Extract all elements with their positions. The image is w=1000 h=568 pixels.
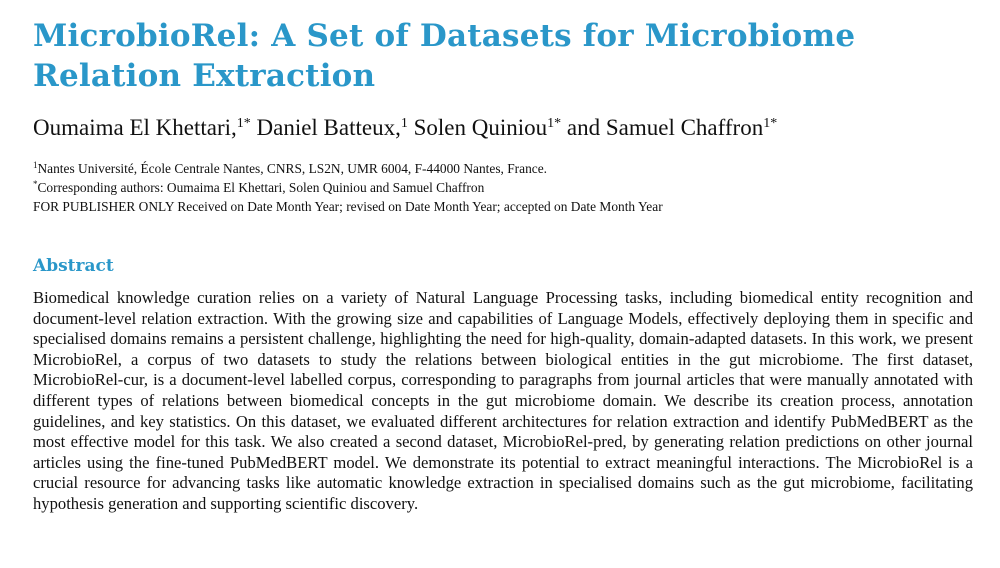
author-affil-mark: 1 [400,116,408,131]
publisher-note: FOR PUBLISHER ONLY Received on Date Month Year; revised on Date Month Year; accepted on Date Month Year [33,199,663,214]
affiliation-text: Nantes Université, École Centrale Nantes, CNRS, LS2N, UMR 6004, F-44000 Nantes, France. [37,161,548,176]
affiliation-mark: 1 [33,160,38,170]
author-name: Solen Quiniou [413,115,548,140]
paper-title: MicrobioRel: A Set of Datasets for Microbiome Relation Extraction [33,18,856,94]
author-name: and Samuel Chaffron [566,115,764,140]
corresponding-mark: * [33,179,38,189]
corresponding-authors-text: Corresponding authors: Oumaima El Khettari, Solen Quiniou and Samuel Chaffron [37,180,485,195]
author-affil-mark: 1* [763,116,778,131]
author-affil-mark: 1* [236,116,251,131]
author-name: Oumaima El Khettari, [33,115,237,140]
abstract-heading: Abstract [33,256,114,276]
affiliation-line [33,160,973,178]
abstract-body: Biomedical knowledge curation relies on a variety of Natural Language Processing tasks, including biomedical entity recognition and document-level relation extraction. With the growing size and capabilities of Language Models, effectively deploying them in specific and specialised domains remains a persistent challenge, highlighting the need for high-quality, domain-adapted datasets. In this work, we present MicrobioRel, a corpus of two datasets to study the relations between biological entities in the gut microbiome. The first dataset, MicrobioRel-cur, is a document-level labelled corpus, corresponding to paragraphs from journal articles that were manually annotated with different types of relations between biomedical concepts in the gut microbiome domain. We describe its creation process, annotation guidelines, and key statistics. On this dataset, we evaluated different architectures for relation extraction and identify PubMedBERT as the most effective model for this task. We also created a second dataset, MicrobioRel-pred, by generating relation predictions on other journal articles using the fine-tuned PubMedBERT model. We demonstrate its potential to extract meaningful interactions. The MicrobioRel is a crucial resource for advancing tasks like automatic knowledge extraction in specialised domains such as the gut microbiome, facilitating hypothesis generation and supporting scientific discovery. [33,288,973,513]
author-affil-mark: 1* [547,116,562,131]
corresponding-authors-line [33,179,973,197]
author-name: Daniel Batteux, [256,115,401,140]
author-list [33,114,973,142]
